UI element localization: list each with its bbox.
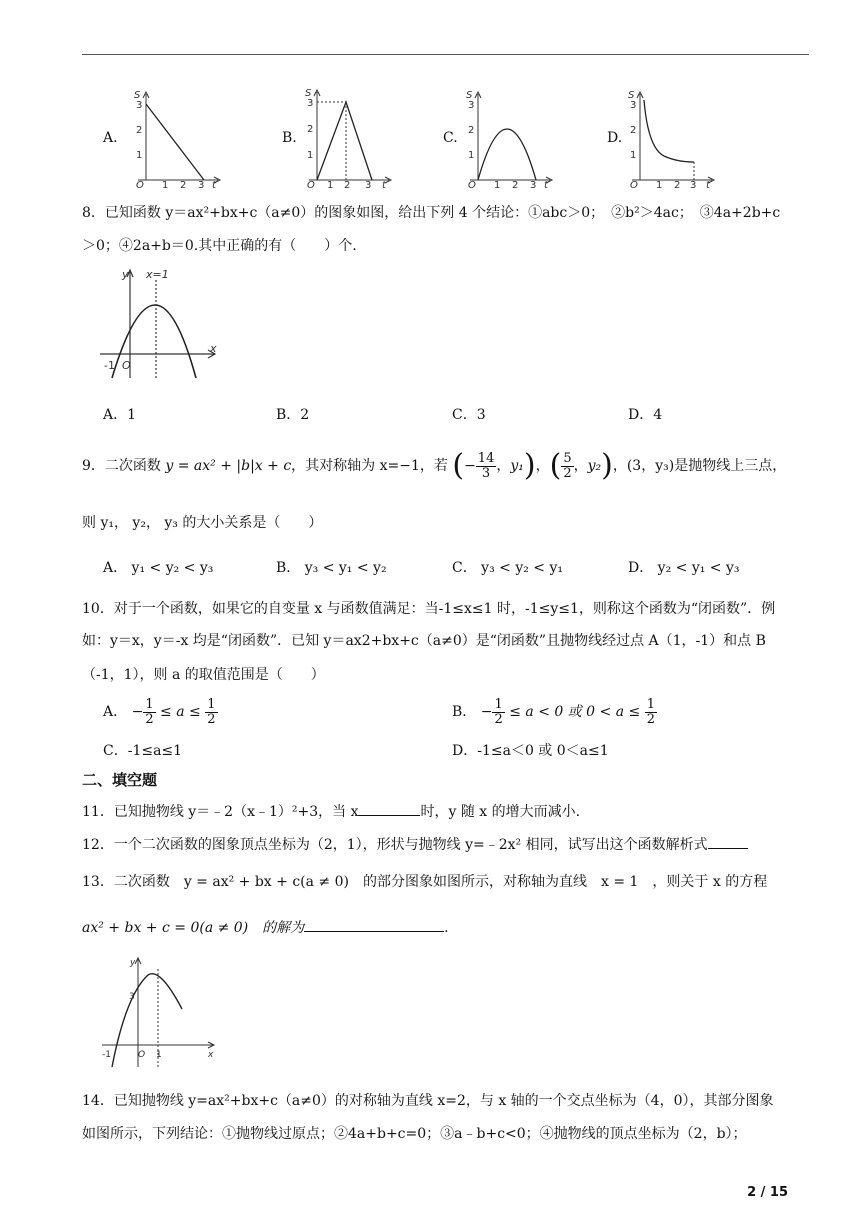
q10-option-b: B． − $\frac{1}{2}$ ≤ a < 0 或 0 < a ≤ $\frac{1}{2}$ [452,696,655,727]
q9-text-line1: 9．二次函数 y = ax² + |b|x + c，其对称轴为 x=−1，若 (− $\frac{14}{3}$ ，y₁)，( $\frac{5}{2}$ ，y₂)，(3，y₃)是抛物线上三点， [82,448,787,483]
q12-answer-blank [708,834,748,849]
svg-text:2: 2 [674,180,681,188]
q8-option-a: A．1 [103,407,137,423]
svg-text:2: 2 [468,125,475,136]
q13-answer-blank [304,917,444,932]
svg-text:O: O [630,180,638,188]
svg-text:3: 3 [530,180,537,188]
svg-text:1: 1 [468,150,475,161]
svg-text:O: O [307,180,315,188]
q9-option-a: A． y₁ < y₂ < y₃ [103,560,214,576]
svg-text:S: S [134,90,141,101]
svg-text:2: 2 [630,125,637,136]
svg-text:x=1: x=1 [146,268,169,281]
svg-text:1: 1 [630,150,637,161]
svg-text:t: t [212,180,216,188]
svg-text:2: 2 [136,125,143,136]
q7-graph-d [622,88,717,188]
q10-text-line2: 如：y＝x，y＝-x 均是“闭函数”．已知 y＝ax2+bx+c（a≠0）是“闭函数”且抛物线经过点 A（1，-1）和点 B [82,633,766,649]
svg-text:-1: -1 [104,359,115,372]
svg-text:1: 1 [656,180,663,188]
q13-text-line1: 13．二次函数 y = ax² + bx + c(a ≠ 0) 的部分图象如图所示，对称轴为直线 x = 1 ，则关于 x 的方程 [82,874,768,890]
svg-text:3: 3 [468,100,475,111]
svg-text:O: O [136,180,144,188]
page-number: 2 / 15 [747,1185,788,1200]
svg-text:x: x [210,342,217,355]
q12-text: 12．一个二次函数的图象顶点坐标为（2，1），形状与抛物线 y=﹣2x² 相同，试写出这个函数解析式 [82,834,748,855]
svg-text:3: 3 [198,180,205,188]
svg-text:1: 1 [307,150,314,161]
svg-text:3: 3 [365,180,372,188]
header-rule [82,54,809,55]
svg-text:y: y [122,268,129,281]
svg-text:x: x [208,1050,214,1060]
svg-text:O: O [138,1050,146,1060]
q7-graph-c [460,88,555,188]
q8-parabola-graph [96,266,221,384]
q9-option-d: D． y₂ < y₁ < y₃ [628,560,740,576]
svg-text:3: 3 [136,100,143,111]
q8-option-b: B．2 [276,407,310,423]
q9-formula: y = ax² + |b|x + c [165,458,292,474]
q11-text: 11．已知抛物线 y＝﹣2（x﹣1）²+3，当 x 时，y 随 x 的增大而减小. [82,801,580,822]
q8-text-line1: 8．已知函数 y＝ax²+bx+c（a≠0）的图象如图，给出下列 4 个结论：①abc＞0； ②b²＞4ac； ③4a+2b+c [82,205,781,221]
q7-option-c-label: C. [443,130,458,146]
q13-parabola-graph [98,955,218,1070]
q7-option-b-label: B. [282,130,297,146]
svg-text:t: t [544,180,548,188]
svg-text:3: 3 [630,100,637,111]
q9-option-c: C． y₃ < y₂ < y₁ [452,560,563,576]
svg-text:1: 1 [156,1050,162,1060]
svg-text:1: 1 [494,180,501,188]
q8-option-d: D．4 [628,407,663,423]
svg-text:S: S [466,90,473,101]
q9-option-b: B． y₃ < y₁ < y₂ [276,560,387,576]
q8-option-c: C．3 [452,407,486,423]
svg-text:2: 2 [344,180,351,188]
q10-text-line3: （-1，1），则 a 的取值范围是（ ） [82,667,325,683]
q7-graph-b [299,86,394,188]
q14-text-line2: 如图所示，下列结论：①抛物线过原点；②4a+b+c=0；③a﹣b+c<0；④抛物线的顶点坐标为（2，b）； [82,1126,747,1142]
q8-text-line2: ＞0；④2a+b＝0.其中正确的有（ ）个. [82,238,357,254]
svg-text:t: t [382,180,386,188]
svg-text:3: 3 [307,98,314,109]
q10-option-a: A． − $\frac{1}{2}$ ≤ a ≤ $\frac{1}{2}$ [103,696,216,727]
q10-text-line1: 10．对于一个函数，如果它的自变量 x 与函数值满足：当-1≤x≤1 时，-1≤y≤1，则称这个函数为“闭函数”．例 [82,601,776,617]
q9-point1-frac: $\frac{14}{3}$ [477,450,495,481]
svg-text:2: 2 [307,124,314,135]
svg-text:-1: -1 [102,1050,111,1060]
svg-text:O: O [468,180,476,188]
svg-text:O: O [122,359,131,372]
q7-graph-a [128,88,223,188]
svg-text:1: 1 [136,150,143,161]
q11-answer-blank [358,801,420,816]
svg-text:2: 2 [180,180,187,188]
svg-text:3: 3 [129,992,135,1002]
q13-text-line2: ax² + bx + c = 0(a ≠ 0) 的解为 . [82,917,449,938]
q7-option-a-label: A. [103,130,118,146]
q14-text-line1: 14．已知抛物线 y=ax²+bx+c（a≠0）的对称轴为直线 x=2，与 x 轴的一个交点坐标为（4，0），其部分图象 [82,1093,774,1109]
q10-option-c: C．-1≤a≤1 [103,743,183,759]
svg-text:1: 1 [327,180,334,188]
svg-text:S: S [305,88,312,99]
svg-text:S: S [628,90,635,101]
q9-text-line2: 则 y₁， y₂， y₃ 的大小关系是（ ） [82,515,323,531]
svg-text:y: y [130,958,136,968]
svg-text:2: 2 [512,180,519,188]
q9-point2-frac: $\frac{5}{2}$ [563,450,572,481]
svg-text:t: t [706,180,710,188]
svg-text:3: 3 [690,180,697,188]
q7-option-d-label: D. [607,130,623,146]
q10-option-d: D．-1≤a＜0 或 0＜a≤1 [452,743,609,759]
svg-text:1: 1 [162,180,169,188]
section-heading-fill-in: 二、填空题 [82,771,158,789]
